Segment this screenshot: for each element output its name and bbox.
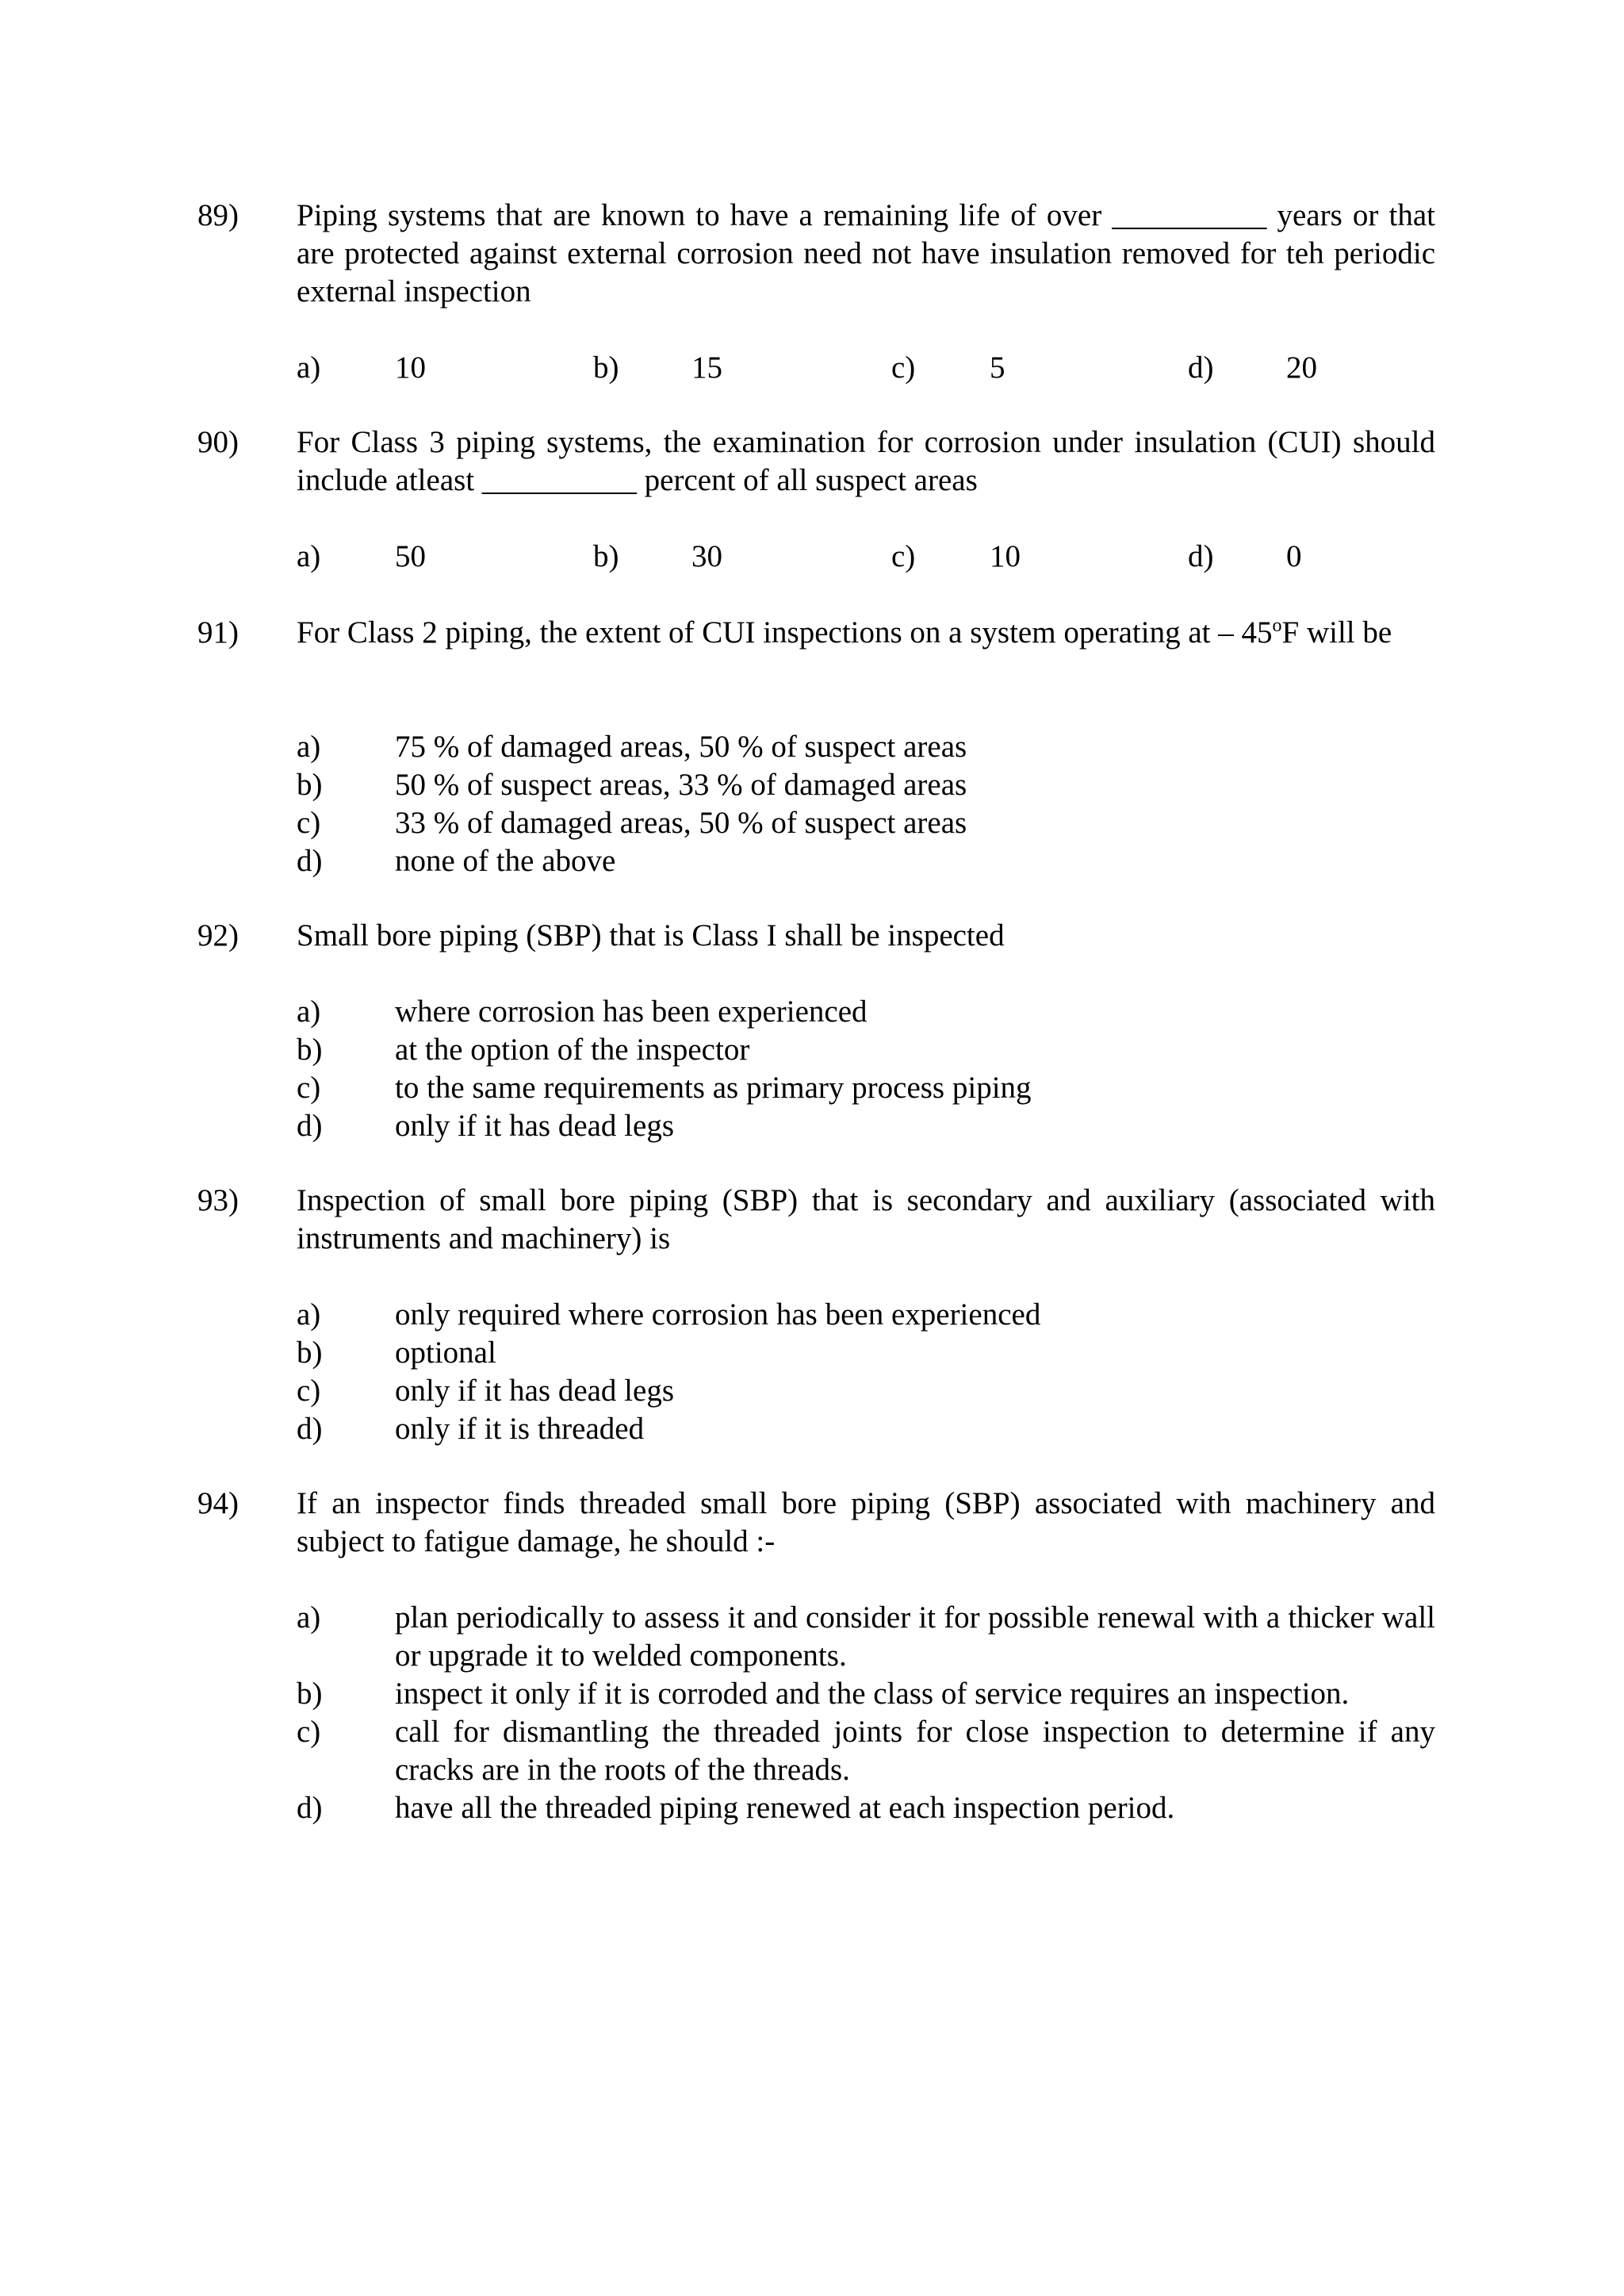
option-b [297, 1675, 1435, 1713]
question-number: 91) [197, 615, 239, 650]
option-text: 30 [691, 539, 722, 573]
option-list [297, 1296, 1435, 1448]
option-label: c) [891, 539, 916, 573]
option-b [297, 1334, 1435, 1372]
option-c [297, 804, 1435, 842]
option-label: c) [297, 806, 321, 840]
option-label: d) [297, 1109, 323, 1143]
option-text: 10 [395, 351, 426, 385]
option-label: a) [297, 730, 321, 764]
option-text: none of the above [395, 844, 616, 878]
option-label: b) [297, 768, 323, 802]
option-text: only if it has dead legs [395, 1374, 675, 1408]
question-text-part: For Class 2 piping, the extent of CUI inspections on a system operating at – 45 [297, 615, 1273, 650]
option-a [297, 1296, 1435, 1334]
option-text: only required where corrosion has been experienced [395, 1297, 1041, 1332]
option-d [297, 842, 1435, 880]
option-label: c) [297, 1071, 321, 1105]
option-label: d) [1188, 539, 1214, 573]
option-text: call for dismantling the threaded joints for close inspection to determine if any cracks are in the roots of the threads. [395, 1715, 1435, 1787]
option-list [297, 538, 1435, 576]
option-label: b) [297, 1033, 323, 1067]
option-text: only if it has dead legs [395, 1109, 675, 1143]
option-text: inspect it only if it is corroded and the class of service requires an inspection. [395, 1677, 1350, 1711]
option-text: have all the threaded piping renewed at each inspection period. [395, 1791, 1175, 1825]
option-label: b) [593, 351, 619, 385]
option-a [297, 728, 1435, 766]
option-label: d) [1188, 351, 1214, 385]
option-list [297, 728, 1435, 880]
option-c [297, 1372, 1435, 1410]
option-b [297, 1031, 1435, 1069]
option-text: plan periodically to assess it and consider it for possible renewal with a thicker wall or upgrade it to welded components. [395, 1600, 1435, 1673]
option-text: 0 [1286, 539, 1302, 573]
question-text-part: F will be [1281, 615, 1392, 650]
option-text: only if it is threaded [395, 1412, 645, 1446]
option-text: 75 % of damaged areas, 50 % of suspect areas [395, 730, 967, 764]
option-text: at the option of the inspector [395, 1033, 750, 1067]
option-label: d) [297, 844, 323, 878]
question-number: 89) [197, 198, 239, 232]
option-text: 15 [691, 351, 722, 385]
option-label: c) [891, 351, 916, 385]
option-label: d) [297, 1412, 323, 1446]
option-label: a) [297, 1297, 321, 1332]
question-text [297, 614, 1435, 652]
option-label: a) [297, 539, 321, 573]
option-text: 50 [395, 539, 426, 573]
option-a [297, 1599, 1435, 1675]
option-d [297, 1107, 1435, 1145]
option-label: c) [297, 1715, 321, 1749]
option-list [297, 993, 1435, 1145]
question-number: 94) [197, 1486, 239, 1520]
option-text: 20 [1286, 351, 1317, 385]
question-text: Small bore piping (SBP) that is Class I shall be inspected [297, 918, 1005, 953]
option-label: c) [297, 1374, 321, 1408]
option-label: b) [297, 1336, 323, 1370]
option-text: 33 % of damaged areas, 50 % of suspect areas [395, 806, 967, 840]
option-text: 10 [990, 539, 1021, 573]
option-label: a) [297, 1600, 321, 1635]
option-d [297, 1410, 1435, 1448]
option-list [297, 349, 1435, 387]
option-list [297, 1599, 1435, 1827]
option-label: a) [297, 995, 321, 1029]
option-label: b) [593, 539, 619, 573]
question-text: For Class 3 piping systems, the examination for corrosion under insulation (CUI) should include atleast __________ percent of all suspect areas [297, 425, 1435, 497]
option-d [297, 1789, 1435, 1827]
option-label: a) [297, 351, 321, 385]
option-text: to the same requirements as primary process piping [395, 1071, 1032, 1105]
option-label: d) [297, 1791, 323, 1825]
question-number: 90) [197, 425, 239, 459]
option-label: b) [297, 1677, 323, 1711]
question-text: Inspection of small bore piping (SBP) that is secondary and auxiliary (associated with instruments and machinery) is [297, 1183, 1435, 1255]
option-b [297, 766, 1435, 804]
degree-sign: o [1272, 615, 1282, 636]
question-text: Piping systems that are known to have a remaining life of over __________ years or that are protected against external corrosion need not have insulation removed for teh periodic external inspection [297, 198, 1435, 309]
option-c [297, 1069, 1435, 1107]
question-text: If an inspector finds threaded small bore piping (SBP) associated with machinery and subject to fatigue damage, he should :- [297, 1486, 1435, 1558]
question-number: 92) [197, 918, 239, 953]
option-text: 5 [990, 351, 1005, 385]
option-text: optional [395, 1336, 496, 1370]
option-text: 50 % of suspect areas, 33 % of damaged areas [395, 768, 967, 802]
question-number: 93) [197, 1183, 239, 1217]
option-text: where corrosion has been experienced [395, 995, 868, 1029]
option-c [297, 1713, 1435, 1789]
option-a [297, 993, 1435, 1031]
